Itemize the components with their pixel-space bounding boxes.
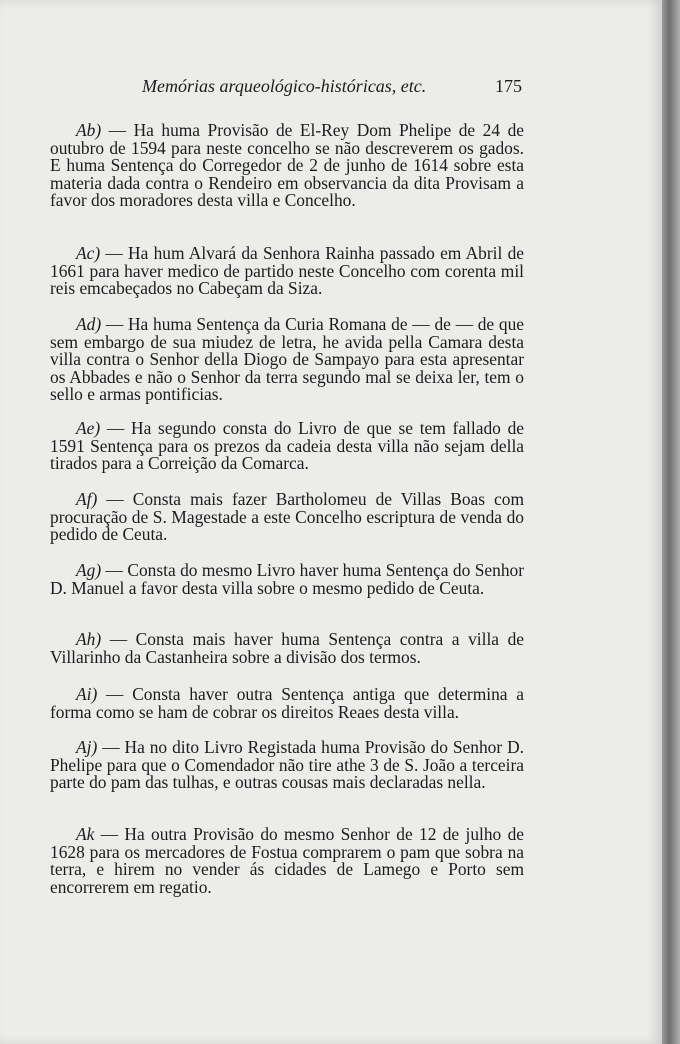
entry-text: — Ha outra Provisão do mesmo Senhor de 12 de julho de 1628 para os mercadores de Fostua comprarem o pam que sobra na terra, e hirem no vender ás cidades de Lamego e Porto sem encorrerem em regatio. bbox=[50, 824, 524, 897]
entry-label: Ag) bbox=[76, 560, 102, 580]
entry-label: Ak bbox=[76, 824, 95, 844]
entry-text: — Ha hum Alvará da Senhora Rainha passado em Abril de 1661 para haver medico de partido neste Concelho com corenta mil reis emcabeçados no Cabeçam da Siza. bbox=[50, 243, 524, 299]
entry-ai bbox=[50, 686, 524, 721]
entry-ac bbox=[50, 245, 524, 298]
page-edge bbox=[662, 0, 680, 1044]
entry-label: Ad) bbox=[76, 314, 102, 334]
entry-text: — Ha segundo consta do Livro de que se tem fallado de 1591 Sentença para os prezos da cadeia desta villa não sejam della tirados para a Correição da Comarca. bbox=[50, 418, 524, 474]
page-number: 175 bbox=[495, 76, 522, 96]
entry-label: Ae) bbox=[76, 418, 101, 438]
entry-ad bbox=[50, 316, 524, 404]
entry-text: — Consta do mesmo Livro haver huma Sentença do Senhor D. Manuel a favor desta villa sobre o mesmo pedido de Ceuta. bbox=[50, 560, 524, 598]
entry-text: — Consta haver outra Sentença antiga que determina a forma como se ham de cobrar os direitos Reaes desta villa. bbox=[50, 684, 524, 722]
entry-ae bbox=[50, 420, 524, 473]
entry-label: Aj) bbox=[76, 737, 98, 757]
running-title: Memórias arqueológico-históricas, etc. bbox=[142, 76, 427, 96]
running-header bbox=[50, 76, 522, 104]
entry-label: Ai) bbox=[76, 684, 98, 704]
entry-af bbox=[50, 491, 524, 544]
entry-text: — Ha no dito Livro Registada huma Provisão do Senhor D. Phelipe para que o Comendador não tire athe 3 de S. João a terceira parte do pam das tulhas, e outras cousas mais declaradas nella. bbox=[50, 737, 524, 793]
entry-aj bbox=[50, 739, 524, 792]
entry-ab bbox=[50, 122, 524, 210]
entry-ag bbox=[50, 562, 524, 597]
entry-text: — Consta mais fazer Bartholomeu de Villas Boas com procuração de S. Magestade a este Concelho escriptura de venda do pedido de Ceuta. bbox=[50, 489, 524, 545]
entry-ak bbox=[50, 826, 524, 896]
entry-text: — Ha huma Sentença da Curia Romana de — de — de que sem embargo de sua miudez de letra, he avida pella Camara desta villa contra o Senhor della Diogo de Sampayo para esta apresentar os Abbades e não o Senhor da terra segundo mal se deixa ler, tem o sello e armas pontificias. bbox=[50, 314, 524, 405]
entry-label: Af) bbox=[76, 489, 98, 509]
entry-label: Ab) bbox=[76, 120, 102, 140]
entry-text: — Consta mais haver huma Sentença contra a villa de Villarinho da Castanheira sobre a divisão dos termos. bbox=[50, 629, 524, 667]
entry-text: — Ha huma Provisão de El-Rey Dom Phelipe de 24 de outubro de 1594 para neste concelho se não descreverem os gados. E huma Sentença do Corregedor de 2 de junho de 1614 sobre esta materia dada contra o Rendeiro em observancia da dita Provisam a favor dos moradores desta villa e Concelho. bbox=[50, 120, 524, 211]
entry-label: Ah) bbox=[76, 629, 102, 649]
entry-label: Ac) bbox=[76, 243, 101, 263]
entry-ah bbox=[50, 631, 524, 666]
